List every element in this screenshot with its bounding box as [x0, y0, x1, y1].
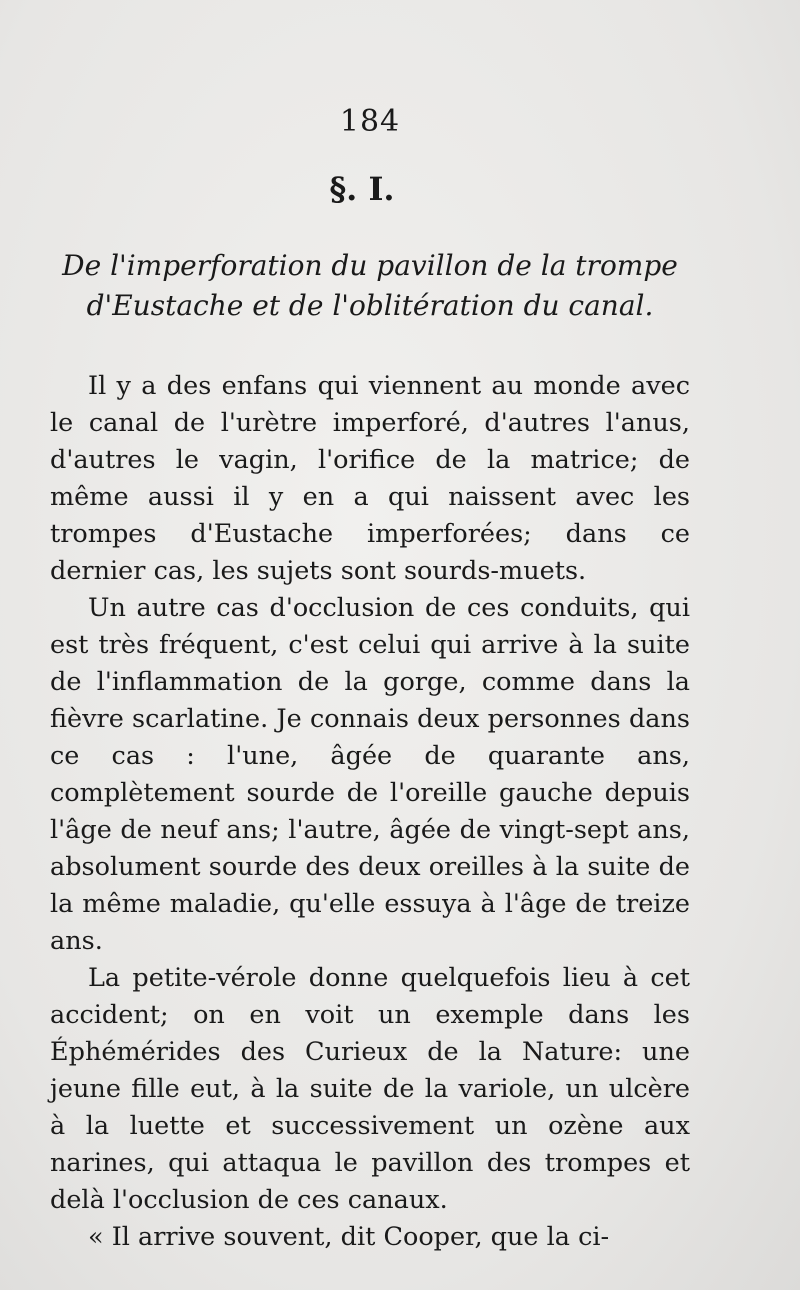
paragraph-2: Un autre cas d'occlusion de ces conduits, qui est très fréquent, c'est celui qui arrive à la suite de l'inflammation de la gorge, comme dans la fièvre scarlatine. Je connais deux personnes dans ce cas : l'une, âgée de quarante ans, complètement sourde de l'oreille gauche depuis l'âge de neuf ans; l'autre, âgée de vingt-sept ans, absolument sourde des deux oreilles à la suite de la même maladie, qu'elle essuya à l'âge de treize ans. — [50, 593, 690, 956]
section-mark: §. I. — [329, 170, 395, 208]
page-number: 184 — [339, 104, 401, 139]
heading-line-1: De l'imperforation du pavillon de la trompe — [62, 249, 678, 282]
paragraph-4: « Il arrive souvent, dit Cooper, que la ci- — [88, 1222, 610, 1252]
paragraph-1: Il y a des enfans qui viennent au monde avec le canal de l'urètre imperforé, d'autres l'anus, d'autres le vagin, l'orifice de la matrice; de même aussi il y en a qui naissent avec les trompes d'Eustache imperforées; dans ce dernier cas, les sujets sont sourds-muets. — [50, 371, 690, 586]
paragraph-3: La petite-vérole donne quelquefois lieu à cet accident; on en voit un exemple dans les Éphémérides des Curieux de la Nature: une jeune fille eut, à la suite de la variole, un ulcère à la luette et successivement un ozène aux narines, qui attaqua le pavillon des trompes et delà l'occlusion de ces canaux. — [50, 963, 690, 1215]
body-text — [50, 368, 690, 1256]
section-heading — [50, 246, 690, 326]
heading-line-2: d'Eustache et de l'oblitération du canal. — [86, 289, 654, 322]
